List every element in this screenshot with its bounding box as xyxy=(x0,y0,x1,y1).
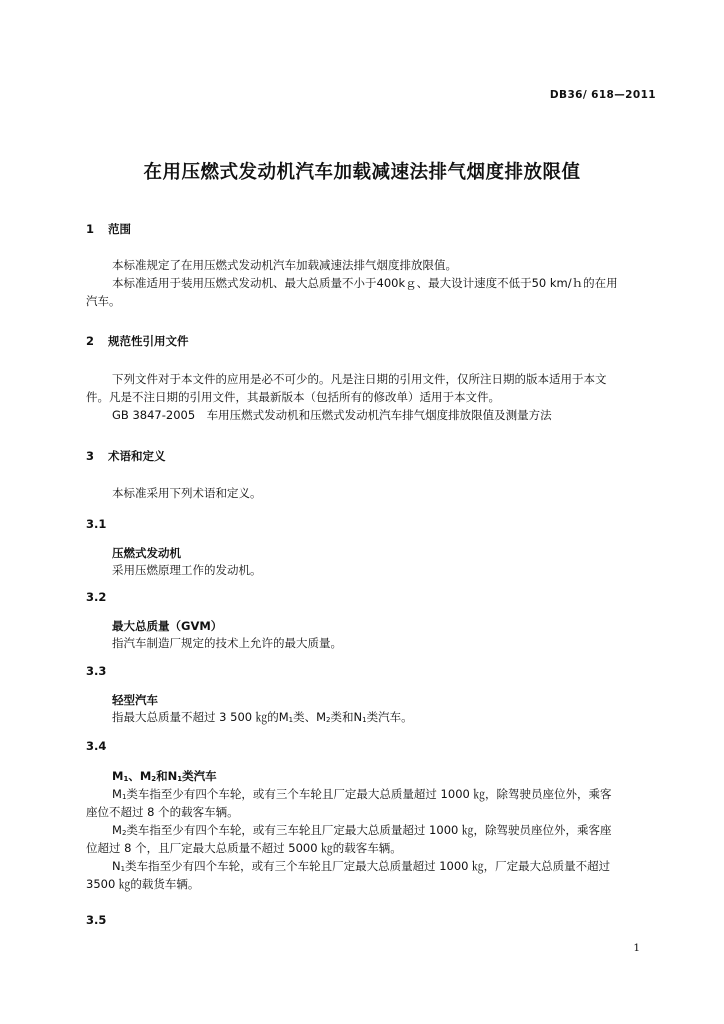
paragraph-line xyxy=(112,822,611,842)
term-definition xyxy=(112,709,413,729)
subscript: 2 xyxy=(121,829,127,837)
section-title: 规范性引用文件 xyxy=(108,334,189,348)
paragraph-line: 本标准适用于装用压燃式发动机、最大总质量不小于400kｇ、最大设计速度不低于50 km/ｈ的在用 xyxy=(112,276,618,290)
text-run: 和N xyxy=(156,769,178,783)
text-run: 类车指至少有四个车轮，或有三车轮且厂定最大总质量超过 1000 ㎏，除驾驶员座位外，乘客座 xyxy=(126,823,612,837)
paragraph-line: 位超过 8 个，且厂定最大总质量不超过 5000 ㎏的载客车辆。 xyxy=(86,841,402,855)
document-title: 在用压燃式发动机汽车加载减速法排气烟度排放限值 xyxy=(143,162,581,183)
text-run: 、M xyxy=(128,769,152,783)
term-title: 轻型汽车 xyxy=(112,693,158,707)
paragraph: 本标准采用下列术语和定义。 xyxy=(112,486,262,500)
paragraph-line xyxy=(112,858,610,878)
section-number: 3 xyxy=(86,449,95,463)
subsection-number: 3.5 xyxy=(86,913,107,927)
text-run: 类车指至少有四个车轮，或有三个车轮且厂定最大总质量超过 1000 ㎏，除驾驶员座位外，乘客 xyxy=(126,787,612,801)
paragraph-line: 3500 ㎏的载货车辆。 xyxy=(86,877,200,891)
subscript: 1 xyxy=(120,865,126,873)
term-title: 压燃式发动机 xyxy=(112,546,181,560)
section-title: 术语和定义 xyxy=(108,449,166,463)
document-number: DB36/ 618—2011 xyxy=(549,89,656,101)
text-run: 指最大总质量不超过 3 500 ㎏的M xyxy=(112,710,289,724)
term-title xyxy=(112,768,217,784)
section-1-heading xyxy=(86,221,131,237)
paragraph-line: 座位不超过 8 个的载客车辆。 xyxy=(86,805,239,819)
subscript: 2 xyxy=(151,775,157,783)
subscript: 1 xyxy=(288,716,294,724)
subsection-number: 3.2 xyxy=(86,590,107,604)
text-run: M xyxy=(112,769,124,783)
section-title: 范围 xyxy=(108,222,131,236)
subscript: 1 xyxy=(123,775,129,783)
section-number: 2 xyxy=(86,334,95,348)
text-run: N xyxy=(112,859,121,873)
paragraph-line: 件。凡是不注日期的引用文件，其最新版本（包括所有的修改单）适用于本文件。 xyxy=(86,390,500,404)
section-3-heading xyxy=(86,448,166,464)
paragraph: 本标准规定了在用压燃式发动机汽车加载减速法排气烟度排放限值。 xyxy=(112,258,457,272)
section-2-heading xyxy=(86,333,189,349)
subscript: 1 xyxy=(121,793,127,801)
term-title: 最大总质量（GVM） xyxy=(112,619,223,633)
page-number: 1 xyxy=(633,942,640,954)
subscript: 1 xyxy=(177,775,183,783)
term-definition: 采用压燃原理工作的发动机。 xyxy=(112,563,262,577)
text-run: 类和N xyxy=(330,710,363,724)
text-run: 类、M xyxy=(293,710,327,724)
paragraph-line: 汽车。 xyxy=(86,294,121,308)
text-run: M xyxy=(112,823,122,837)
subscript: 2 xyxy=(326,716,331,724)
text-run: M xyxy=(112,787,122,801)
paragraph-line xyxy=(112,786,611,806)
subsection-number: 3.4 xyxy=(86,739,107,753)
subsection-number: 3.1 xyxy=(86,517,107,531)
subsection-number: 3.3 xyxy=(86,664,107,678)
text-run: 类汽车 xyxy=(182,769,217,783)
section-number: 1 xyxy=(86,222,95,236)
normative-reference: GB 3847-2005 车用压燃式发动机和压燃式发动机汽车排气烟度排放限值及测量方法 xyxy=(112,408,552,422)
text-run: 类车指至少有四个车轮，或有三个车轮且厂定最大总质量超过 1000 ㎏，厂定最大总质量不超过 xyxy=(125,859,611,873)
term-definition: 指汽车制造厂规定的技术上允许的最大质量。 xyxy=(112,636,342,650)
subscript: 1 xyxy=(362,716,367,724)
text-run: 类汽车。 xyxy=(366,710,413,724)
paragraph-line: 下列文件对于本文件的应用是必不可少的。凡是注日期的引用文件，仅所注日期的版本适用于本文 xyxy=(112,372,607,386)
